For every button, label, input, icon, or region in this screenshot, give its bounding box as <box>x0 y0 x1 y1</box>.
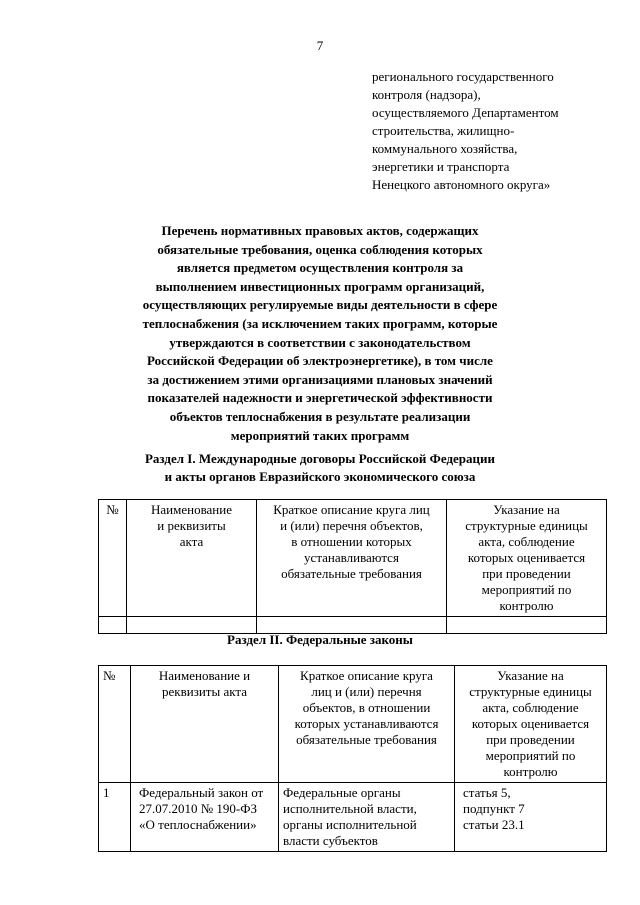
row-act-name: Федеральный закон от 27.07.2010 № 190-ФЗ «О теплоснабжении» <box>131 783 279 852</box>
title-line: Российской Федерации об электроэнергетике), в том числе <box>147 353 493 369</box>
preamble-line: осуществляемого Департаментом <box>372 105 559 120</box>
section-2-table <box>98 665 607 852</box>
preamble-line: Ненецкого автономного округа» <box>372 177 551 192</box>
title-line: выполнением инвестиционных программ организаций, <box>155 278 485 294</box>
preamble-tail <box>372 68 622 194</box>
preamble-line: энергетики и транспорта <box>372 159 510 174</box>
title-line: Перечень нормативных правовых актов, содержащих <box>161 223 479 238</box>
section-2-heading <box>0 631 640 649</box>
title-line: теплоснабжения (за исключением таких программ, которые <box>142 315 498 331</box>
table-row <box>99 783 607 852</box>
header-number: № <box>99 666 131 783</box>
table-header-row <box>99 666 607 783</box>
document-title <box>100 222 540 445</box>
section-heading-line: Раздел I. Международные договоры Российской Федерации <box>144 451 495 466</box>
table-header-row <box>99 500 607 617</box>
section-heading-line: Раздел II. Федеральные законы <box>227 632 413 647</box>
header-act-name: Наименование и реквизиты акта <box>127 500 257 617</box>
header-description: Краткое описание круга лиц и (или) перечня объектов, в отношении которых устанавливаются обязательные требования <box>257 500 447 617</box>
preamble-line: строительства, жилищно- <box>372 123 515 138</box>
title-line: за достижением этими организациями плановых значений <box>147 371 493 387</box>
header-structural-units: Указание на структурные единицы акта, соблюдение которых оценивается при проведении мероприятий по контролю <box>447 500 607 617</box>
title-line: осуществляющих регулируемые виды деятельности в сфере <box>142 297 498 313</box>
section-1-table <box>98 499 607 634</box>
title-line: показателей надежности и энергетической эффективности <box>147 390 493 406</box>
row-structural-units: статья 5, подпункт 7 статьи 23.1 <box>455 783 607 852</box>
row-number: 1 <box>99 783 131 852</box>
title-line: является предметом осуществления контроля за <box>176 260 464 276</box>
preamble-line: контроля (надзора), <box>372 87 481 102</box>
title-line: мероприятий таких программ <box>230 427 410 443</box>
header-structural-units: Указание на структурные единицы акта, соблюдение которых оценивается при проведении мероприятий по контролю <box>455 666 607 783</box>
section-1-heading <box>0 450 640 486</box>
preamble-line: коммунального хозяйства, <box>372 141 518 156</box>
title-line: объектов теплоснабжения в результате реализации <box>169 408 471 424</box>
row-description: Федеральные органы исполнительной власти, органы исполнительной власти субъектов <box>279 783 455 852</box>
title-line: обязательные требования, оценка соблюдения которых <box>157 241 483 257</box>
page-number: 7 <box>316 38 324 53</box>
preamble-line: регионального государственного <box>372 69 554 84</box>
section-heading-line: и акты органов Евразийского экономического союза <box>164 469 476 484</box>
header-number: № <box>99 500 127 617</box>
header-description: Краткое описание круга лиц и (или) перечня объектов, в отношении которых устанавливаются обязательные требования <box>279 666 455 783</box>
header-act-name: Наименование и реквизиты акта <box>131 666 279 783</box>
title-line: утверждаются в соответствии с законодательством <box>169 334 471 350</box>
